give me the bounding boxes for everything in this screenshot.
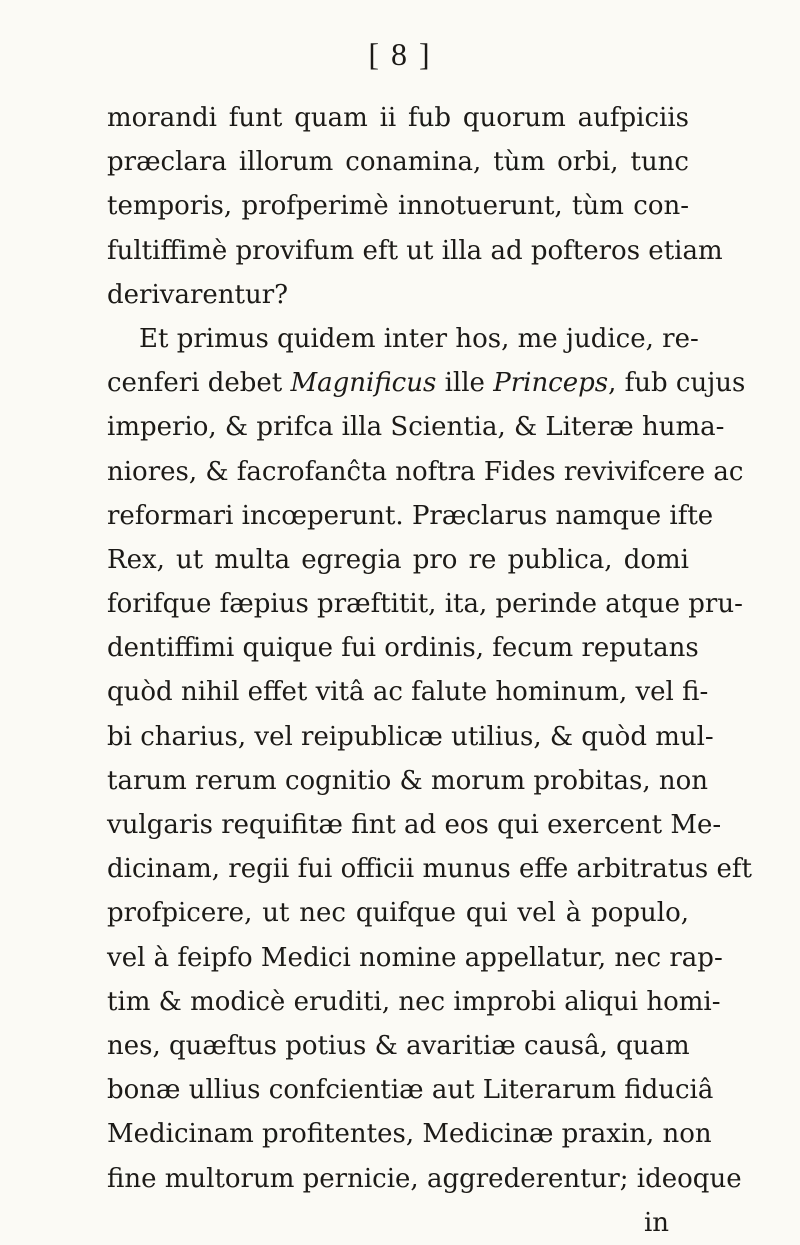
page-number-header: [ 8 ]: [368, 36, 432, 72]
line-segment: cenferi debet: [107, 368, 291, 399]
text-line-10: reformari incœperunt. Præclarus namque ifte: [107, 500, 714, 531]
text-line-6: [107, 317, 699, 361]
line-segment-italic: Princeps: [493, 368, 609, 399]
text-line-19: profpicere, ut nec quifque qui vel à populo,: [107, 898, 689, 929]
text-line-23: bonæ ullius confcientiæ aut Literarum fiduciâ: [107, 1075, 714, 1106]
text-line-11: Rex, ut multa egregia pro re publica, domi: [107, 544, 689, 575]
text-line-14: quòd nihil effet vitâ ac falute hominum, vel fi-: [107, 677, 709, 708]
text-line-4: fultiffimè provifum eft ut illa ad pofteros etiam: [107, 235, 723, 266]
body-text: [107, 96, 752, 1245]
line-segment-italic: Magnificus: [290, 368, 437, 399]
text-line-3: temporis, profperimè innotuerunt, tùm con-: [107, 191, 689, 222]
line-segment: , fub cujus: [608, 368, 746, 399]
text-line-20: vel à feipfo Medici nomine appellatur, nec rap-: [107, 942, 723, 973]
catchword: in: [643, 1207, 669, 1238]
text-line-18: dicinam, regii fui officii munus effe arbitratus eft: [107, 854, 752, 885]
text-line-13: dentiffimi quique fui ordinis, fecum reputans: [107, 633, 699, 664]
text-line-9: niores, & facrofanĉta noftra Fides revivifcere ac: [107, 456, 744, 487]
text-line-1: morandi funt quam ii fub quorum aufpiciis: [107, 103, 689, 133]
text-line-2: præclara illorum conamina, tùm orbi, tunc: [107, 147, 689, 178]
text-line-16: tarum rerum cognitio & morum probitas, non: [107, 765, 709, 796]
text-line-24: Medicinam profitentes, Medicinæ praxin, non: [107, 1119, 712, 1150]
text-line-21: tim & modicè eruditi, nec improbi aliqui homi-: [107, 986, 721, 1017]
line-segment: ille: [436, 368, 494, 399]
text-line-22: nes, quæftus potius & avaritiæ causâ, quam: [107, 1030, 690, 1061]
text-line-5: derivarentur?: [107, 279, 289, 310]
text-line-12: forifque fæpius præftitit, ita, perinde atque pru-: [107, 589, 743, 620]
text-line-15: bi charius, vel reipublicæ utilius, & quòd mul-: [107, 721, 714, 752]
text-line-7: [107, 361, 746, 405]
text-line-25: fine multorum pernicie, aggrederentur; ideoque: [107, 1163, 742, 1194]
text-line-8: imperio, & prifca illa Scientia, & Literæ huma-: [107, 412, 725, 443]
text-line-17: vulgaris requifitæ fint ad eos qui exercent Me-: [107, 810, 722, 840]
line-segment: Et primus quidem inter hos, me judice, re-: [139, 323, 699, 354]
